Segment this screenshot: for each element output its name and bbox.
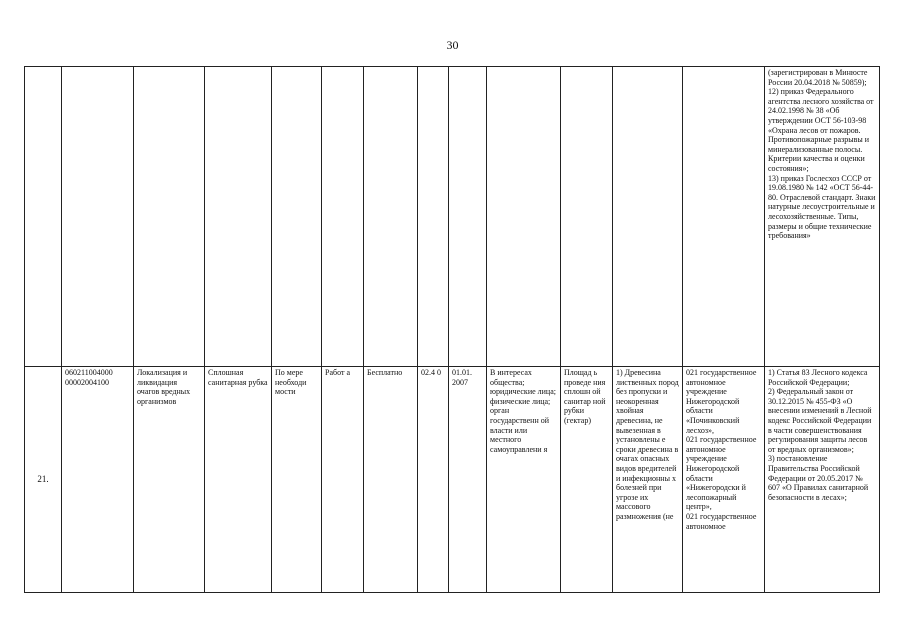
cell-condition: По мере необходи мости bbox=[272, 367, 322, 593]
cell-volume-indicator: Площад ь проведе ния сплошн ой санитар ной рубки (гектар) bbox=[561, 367, 613, 593]
cell-type: Работ а bbox=[322, 367, 364, 593]
cell-quality-indicator: 1) Древесина лиственных пород без пропуски и неокоренная хвойная древесина, не вывезенная в установлены е сроки древесина в очагах опасных видов вредителей и инфекционны х болезней при угрозе их массового размножения (не bbox=[613, 367, 683, 593]
cell-code: 060211004000 00002004100 bbox=[62, 367, 134, 593]
cell-condition bbox=[272, 67, 322, 367]
cell-num: 21. bbox=[25, 367, 62, 593]
cell-volume-indicator bbox=[561, 67, 613, 367]
cell-content bbox=[205, 67, 272, 367]
cell-payment bbox=[364, 67, 418, 367]
cell-consumers bbox=[487, 67, 561, 367]
cell-legal-basis: (зарегистрирован в Минюсте России 20.04.2018 № 50859); 12) приказ Федерального агентства лесного хозяйства от 24.02.1998 № 38 «Об утверждении ОСТ 56-103-98 «Охрана лесов от пожаров. Противопожарные разрывы и минерализованные полосы. Критерии качества и оценки состояния»; 13) приказ Гослесхоз СССР от 19.08.1980 № 142 «ОСТ 56-44-80. Отраслевой стандарт. Знаки натурные лесоустроительные и лесохозяйственные. Типы, размеры и общие технические требования» bbox=[765, 67, 880, 367]
cell-payment: Бесплатно bbox=[364, 367, 418, 593]
cell-type bbox=[322, 67, 364, 367]
cell-okved: 02.4 0 bbox=[418, 367, 449, 593]
page-number: 30 bbox=[446, 38, 459, 52]
cell-name: Локализация и ликвидация очагов вредных организмов bbox=[134, 367, 205, 593]
cell-content: Сплошная санитарная рубка bbox=[205, 367, 272, 593]
table-row-21 bbox=[25, 367, 880, 593]
table-row-continuation bbox=[25, 67, 880, 367]
services-table bbox=[24, 66, 880, 593]
cell-legal-basis: 1) Статья 83 Лесного кодекса Российской Федерации; 2) Федеральный закон от 30.12.2015 № 455-ФЗ «О внесении изменений в Лесной кодекс Российской Федерации в части совершенствования регулирования защиты лесов от вредных организмов»; 3) постановление Правительства Российской Федерации от 20.05.2017 № 607 «О Правилах санитарной безопасности в лесах»; bbox=[765, 367, 880, 593]
cell-date bbox=[449, 67, 487, 367]
cell-institutions: 021 государственное автономное учреждение Нижегородской области «Починковский лесхоз», 021 государственное автономное учреждение Нижегородской области «Нижегородски й лесопожарный центр», 021 государственное автономное bbox=[683, 367, 765, 593]
cell-date: 01.01. 2007 bbox=[449, 367, 487, 593]
cell-quality-indicator bbox=[613, 67, 683, 367]
cell-institutions bbox=[683, 67, 765, 367]
cell-okved bbox=[418, 67, 449, 367]
cell-code bbox=[62, 67, 134, 367]
cell-consumers: В интересах общества; юридические лица; физические лица; орган государственн ой власти или местного самоуправлени я bbox=[487, 367, 561, 593]
cell-num bbox=[25, 67, 62, 367]
cell-name bbox=[134, 67, 205, 367]
